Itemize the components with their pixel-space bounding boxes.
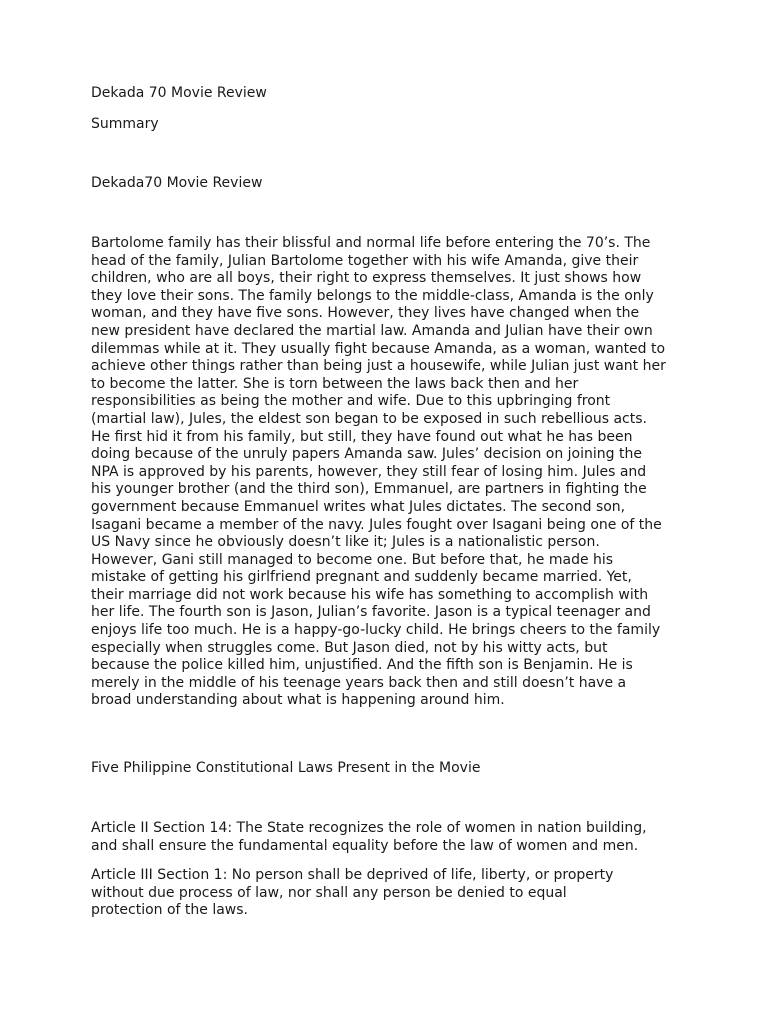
constitutional-laws-heading: Five Philippine Constitutional Laws Present in the Movie bbox=[91, 760, 481, 776]
summary-paragraph: Bartolome family has their blissful and normal life before entering the 70’s. The head of the family, Julian Bartolome together with his wife Amanda, give their children, who are all boys, their right to express themselves. It just shows how they love their sons. The family belongs to the middle-class, Amanda is the only woman, and they have five sons. However, they lives have changed when the new president have declared the martial law. Amanda and Julian have their own dilemmas while at it. They usually fight because Amanda, as a woman, wanted to achieve other things rather than being just a housewife, while Julian just want her to become the latter. She is torn between the laws back then and her responsibilities as being the mother and wife. Due to this upbringing front (martial law), Jules, the eldest son began to be exposed in such rebellious acts. He first hid it from his family, but still, they have found out what he has been doing because of the unruly papers Amanda saw. Jules’ decision on joining the NPA is approved by his parents, however, they still fear of losing him. Jules and his younger brother (and the third son), Emmanuel, are partners in fighting the government because Emmanuel writes what Jules dictates. The second son, Isagani became a member of the navy. Jules fought over Isagani being one of the US Navy since he obviously doesn’t like it; Jules is a nationalistic person. However, Gani still managed to become one. But before that, he made his mistake of getting his girlfriend pregnant and suddenly became married. Yet, their marriage did not work because his wife has something to accomplish with her life. The fourth son is Jason, Julian’s favorite. Jason is a typical teenager and enjoys life too much. He is a happy-go-lucky child. He brings cheers to the family especially when struggles come. But Jason died, not by his witty acts, but because the police killed him, unjustified. And the fifth son is Benjamin. He is merely in the middle of his teenage years back then and still doesn’t have a broad understanding about what is happening around him. bbox=[91, 235, 666, 709]
article-ii-section-14-paragraph: Article II Section 14: The State recognizes the role of women in nation building, and shall ensure the fundamental equality before the law of women and men. bbox=[91, 820, 647, 854]
summary-label: Summary bbox=[91, 116, 159, 132]
document-subtitle: Dekada70 Movie Review bbox=[91, 175, 263, 191]
article-iii-section-1-paragraph: Article III Section 1: No person shall be deprived of life, liberty, or property without due process of law, nor shall any person be denied to equal protection of the laws. bbox=[91, 867, 614, 919]
document-title: Dekada 70 Movie Review bbox=[91, 85, 267, 101]
